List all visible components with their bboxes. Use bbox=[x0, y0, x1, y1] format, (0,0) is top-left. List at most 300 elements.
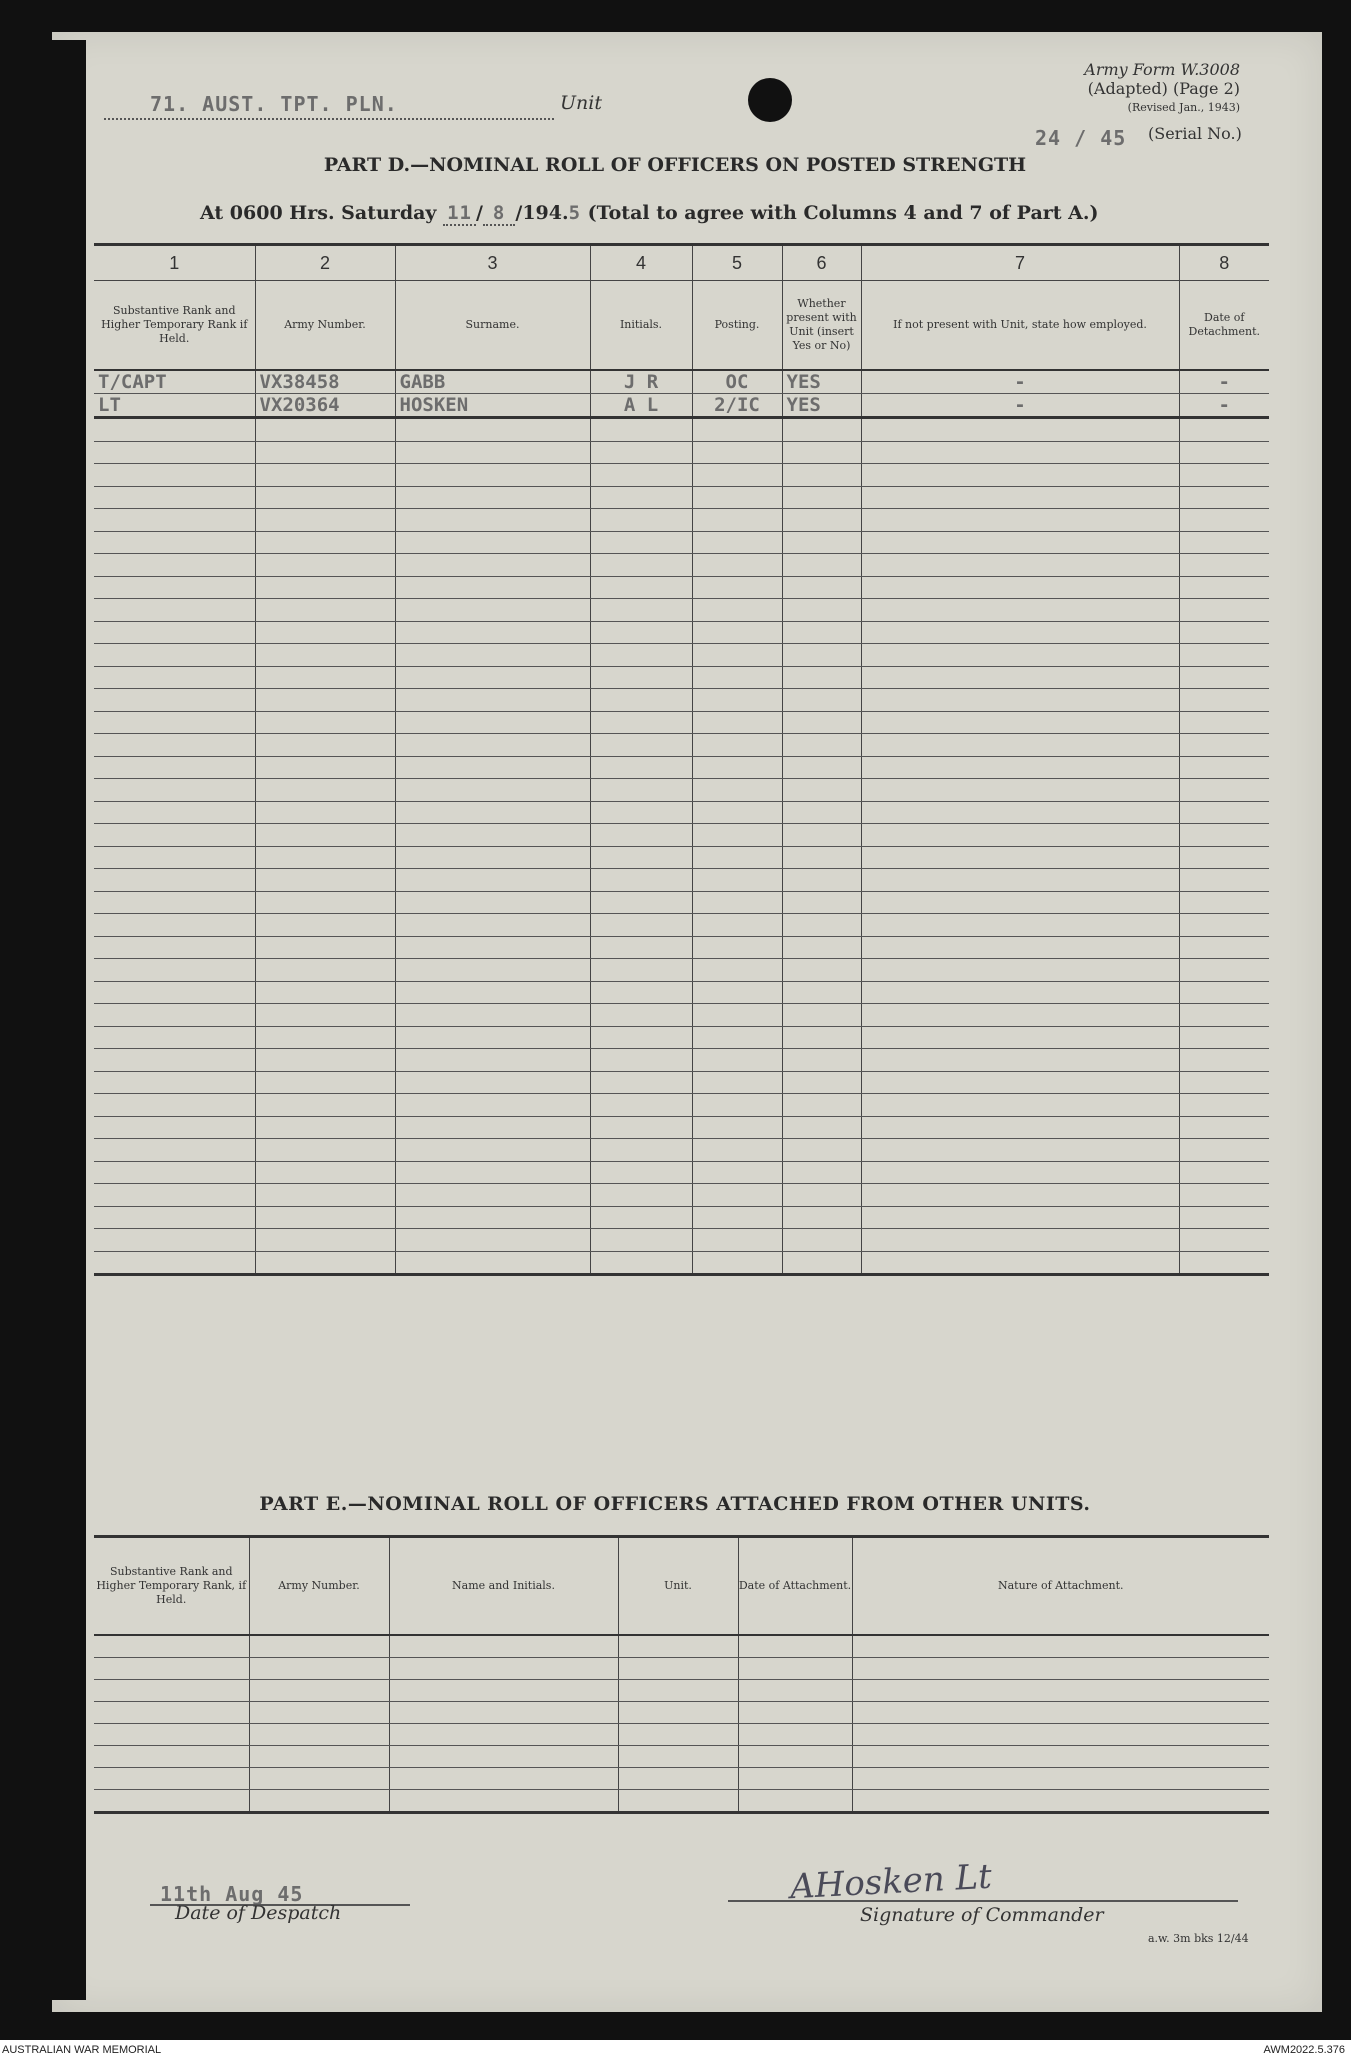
empty-cell bbox=[782, 801, 861, 824]
table-row bbox=[94, 1049, 1269, 1072]
empty-cell bbox=[782, 959, 861, 982]
torn-edge bbox=[36, 40, 86, 2000]
empty-cell bbox=[395, 689, 590, 712]
empty-cell bbox=[590, 711, 692, 734]
empty-cell bbox=[590, 1206, 692, 1229]
empty-cell bbox=[389, 1658, 618, 1680]
empty-cell bbox=[590, 914, 692, 937]
empty-cell bbox=[782, 1229, 861, 1252]
empty-cell bbox=[738, 1635, 852, 1658]
form-id-block bbox=[1060, 60, 1240, 117]
empty-cell bbox=[1179, 554, 1269, 577]
table-row bbox=[94, 1746, 1269, 1768]
header-rank: Substantive Rank and Higher Temporary Rank if Held. bbox=[94, 281, 255, 371]
empty-cell bbox=[94, 1026, 255, 1049]
empty-cell bbox=[861, 1251, 1179, 1275]
empty-cell bbox=[782, 1004, 861, 1027]
empty-cell bbox=[1179, 981, 1269, 1004]
empty-cell bbox=[94, 1790, 249, 1813]
empty-cell bbox=[94, 1184, 255, 1207]
empty-cell bbox=[590, 824, 692, 847]
table-row bbox=[94, 1658, 1269, 1680]
empty-cell bbox=[861, 464, 1179, 487]
empty-cell bbox=[395, 779, 590, 802]
table-row bbox=[94, 370, 1269, 394]
cell-posting: 2/IC bbox=[692, 394, 782, 418]
cell-posting: OC bbox=[692, 370, 782, 394]
empty-cell bbox=[255, 1139, 395, 1162]
empty-cell bbox=[782, 1139, 861, 1162]
empty-cell bbox=[249, 1746, 389, 1768]
empty-cell bbox=[395, 869, 590, 892]
table-row bbox=[94, 554, 1269, 577]
empty-cell bbox=[255, 599, 395, 622]
empty-cell bbox=[94, 1206, 255, 1229]
cell-present: YES bbox=[782, 394, 861, 418]
empty-cell bbox=[861, 1139, 1179, 1162]
header-unit: Unit. bbox=[618, 1537, 738, 1636]
empty-cell bbox=[249, 1724, 389, 1746]
col-number: 1 bbox=[94, 245, 255, 281]
empty-cell bbox=[395, 1094, 590, 1117]
empty-cell bbox=[692, 711, 782, 734]
empty-cell bbox=[94, 1116, 255, 1139]
empty-cell bbox=[692, 621, 782, 644]
table-row bbox=[94, 801, 1269, 824]
empty-cell bbox=[255, 666, 395, 689]
empty-cell bbox=[94, 1724, 249, 1746]
table-row bbox=[94, 1116, 1269, 1139]
empty-cell bbox=[852, 1635, 1269, 1658]
empty-cell bbox=[255, 418, 395, 442]
cell-employment: - bbox=[861, 370, 1179, 394]
part-d-title: PART D.—NOMINAL ROLL OF OFFICERS ON POSTED STRENGTH bbox=[323, 154, 1027, 176]
empty-cell bbox=[738, 1658, 852, 1680]
empty-cell bbox=[861, 486, 1179, 509]
empty-cell bbox=[395, 1206, 590, 1229]
empty-cell bbox=[94, 801, 255, 824]
empty-cell bbox=[255, 914, 395, 937]
table-row bbox=[94, 959, 1269, 982]
empty-cell bbox=[782, 1049, 861, 1072]
empty-cell bbox=[255, 1184, 395, 1207]
empty-cell bbox=[395, 981, 590, 1004]
empty-cell bbox=[692, 959, 782, 982]
empty-cell bbox=[94, 531, 255, 554]
empty-cell bbox=[692, 1026, 782, 1049]
col-number: 5 bbox=[692, 245, 782, 281]
empty-cell bbox=[1179, 869, 1269, 892]
empty-cell bbox=[782, 756, 861, 779]
empty-cell bbox=[590, 486, 692, 509]
empty-cell bbox=[590, 756, 692, 779]
header-army-number: Army Number. bbox=[249, 1537, 389, 1636]
empty-cell bbox=[395, 599, 590, 622]
empty-cell bbox=[692, 576, 782, 599]
table-row bbox=[94, 869, 1269, 892]
empty-cell bbox=[389, 1790, 618, 1813]
empty-cell bbox=[861, 418, 1179, 442]
empty-cell bbox=[618, 1768, 738, 1790]
empty-cell bbox=[782, 509, 861, 532]
empty-cell bbox=[94, 869, 255, 892]
column-number-row bbox=[94, 245, 1269, 281]
header-rank: Substantive Rank and Higher Temporary Rank, if Held. bbox=[94, 1537, 249, 1636]
empty-cell bbox=[861, 1229, 1179, 1252]
empty-cell bbox=[249, 1790, 389, 1813]
header-attachment-nature: Nature of Attachment. bbox=[852, 1537, 1269, 1636]
empty-cell bbox=[94, 734, 255, 757]
punch-hole bbox=[748, 78, 792, 122]
commander-signature: AHosken Lt bbox=[789, 1856, 993, 1908]
empty-cell bbox=[255, 486, 395, 509]
empty-cell bbox=[782, 891, 861, 914]
empty-cell bbox=[782, 981, 861, 1004]
empty-cell bbox=[395, 711, 590, 734]
empty-cell bbox=[255, 576, 395, 599]
empty-cell bbox=[852, 1724, 1269, 1746]
date-day: 11 bbox=[443, 202, 476, 226]
empty-cell bbox=[255, 891, 395, 914]
empty-cell bbox=[782, 599, 861, 622]
signature-line bbox=[728, 1900, 1238, 1902]
empty-cell bbox=[618, 1790, 738, 1813]
empty-cell bbox=[738, 1702, 852, 1724]
empty-cell bbox=[395, 1004, 590, 1027]
empty-cell bbox=[249, 1635, 389, 1658]
empty-cell bbox=[782, 689, 861, 712]
empty-cell bbox=[590, 1139, 692, 1162]
empty-cell bbox=[94, 1139, 255, 1162]
empty-cell bbox=[692, 1049, 782, 1072]
part-d-table bbox=[94, 243, 1269, 1276]
empty-cell bbox=[1179, 531, 1269, 554]
empty-cell bbox=[94, 418, 255, 442]
cell-army-number: VX38458 bbox=[255, 370, 395, 394]
empty-cell bbox=[94, 1768, 249, 1790]
serial-label: (Serial No.) bbox=[1148, 124, 1242, 143]
empty-cell bbox=[94, 779, 255, 802]
col-number: 6 bbox=[782, 245, 861, 281]
empty-cell bbox=[782, 486, 861, 509]
empty-cell bbox=[1179, 936, 1269, 959]
table-row bbox=[94, 1702, 1269, 1724]
unit-value: 71. AUST. TPT. PLN. bbox=[150, 92, 398, 116]
header-present: Whether present with Unit (insert Yes or No) bbox=[782, 281, 861, 371]
empty-cell bbox=[395, 441, 590, 464]
empty-cell bbox=[1179, 1094, 1269, 1117]
empty-cell bbox=[590, 1049, 692, 1072]
empty-cell bbox=[590, 1071, 692, 1094]
empty-cell bbox=[255, 756, 395, 779]
empty-cell bbox=[395, 1026, 590, 1049]
empty-cell bbox=[1179, 734, 1269, 757]
empty-cell bbox=[1179, 891, 1269, 914]
table-row bbox=[94, 1635, 1269, 1658]
empty-cell bbox=[782, 418, 861, 442]
empty-cell bbox=[861, 599, 1179, 622]
empty-cell bbox=[249, 1768, 389, 1790]
empty-cell bbox=[590, 509, 692, 532]
table-row bbox=[94, 824, 1269, 847]
empty-cell bbox=[395, 1139, 590, 1162]
empty-cell bbox=[94, 824, 255, 847]
empty-cell bbox=[1179, 1139, 1269, 1162]
empty-cell bbox=[255, 1206, 395, 1229]
empty-cell bbox=[94, 959, 255, 982]
empty-cell bbox=[255, 1071, 395, 1094]
empty-cell bbox=[782, 1206, 861, 1229]
empty-cell bbox=[590, 1161, 692, 1184]
empty-cell bbox=[590, 1026, 692, 1049]
empty-cell bbox=[1179, 914, 1269, 937]
table-row bbox=[94, 486, 1269, 509]
empty-cell bbox=[255, 1004, 395, 1027]
empty-cell bbox=[590, 936, 692, 959]
empty-cell bbox=[395, 1116, 590, 1139]
empty-cell bbox=[94, 509, 255, 532]
empty-cell bbox=[692, 734, 782, 757]
col-number: 8 bbox=[1179, 245, 1269, 281]
empty-cell bbox=[255, 1116, 395, 1139]
empty-cell bbox=[94, 666, 255, 689]
empty-cell bbox=[1179, 599, 1269, 622]
empty-cell bbox=[861, 554, 1179, 577]
empty-cell bbox=[395, 576, 590, 599]
table-row bbox=[94, 756, 1269, 779]
empty-cell bbox=[590, 1184, 692, 1207]
header-army-number: Army Number. bbox=[255, 281, 395, 371]
empty-cell bbox=[1179, 1071, 1269, 1094]
empty-cell bbox=[861, 846, 1179, 869]
empty-cell bbox=[861, 981, 1179, 1004]
empty-cell bbox=[861, 1184, 1179, 1207]
cell-army-number: VX20364 bbox=[255, 394, 395, 418]
empty-cell bbox=[1179, 509, 1269, 532]
cell-surname: GABB bbox=[395, 370, 590, 394]
empty-cell bbox=[255, 869, 395, 892]
empty-cell bbox=[94, 599, 255, 622]
table-row bbox=[94, 621, 1269, 644]
empty-cell bbox=[1179, 576, 1269, 599]
empty-cell bbox=[852, 1790, 1269, 1813]
empty-cell bbox=[852, 1702, 1269, 1724]
empty-cell bbox=[395, 509, 590, 532]
empty-cell bbox=[861, 1026, 1179, 1049]
empty-cell bbox=[94, 621, 255, 644]
empty-cell bbox=[692, 486, 782, 509]
empty-cell bbox=[94, 644, 255, 667]
empty-cell bbox=[861, 891, 1179, 914]
date-year-prefix: /194. bbox=[515, 202, 569, 224]
empty-cell bbox=[395, 936, 590, 959]
empty-cell bbox=[1179, 824, 1269, 847]
empty-cell bbox=[852, 1658, 1269, 1680]
empty-cell bbox=[1179, 756, 1269, 779]
empty-cell bbox=[590, 846, 692, 869]
empty-cell bbox=[692, 554, 782, 577]
empty-cell bbox=[590, 1004, 692, 1027]
header-employment: If not present with Unit, state how employed. bbox=[861, 281, 1179, 371]
empty-cell bbox=[255, 936, 395, 959]
empty-cell bbox=[395, 1161, 590, 1184]
empty-cell bbox=[255, 846, 395, 869]
cell-initials: J R bbox=[590, 370, 692, 394]
table-row bbox=[94, 599, 1269, 622]
empty-cell bbox=[738, 1768, 852, 1790]
empty-cell bbox=[782, 666, 861, 689]
col-number: 7 bbox=[861, 245, 1179, 281]
empty-cell bbox=[782, 531, 861, 554]
empty-cell bbox=[94, 441, 255, 464]
unit-label: Unit bbox=[560, 92, 602, 114]
empty-cell bbox=[1179, 1116, 1269, 1139]
empty-cell bbox=[782, 644, 861, 667]
empty-cell bbox=[1179, 1206, 1269, 1229]
table-row bbox=[94, 1229, 1269, 1252]
empty-cell bbox=[590, 779, 692, 802]
empty-cell bbox=[255, 464, 395, 487]
empty-cell bbox=[861, 711, 1179, 734]
empty-cell bbox=[255, 441, 395, 464]
empty-cell bbox=[255, 1026, 395, 1049]
empty-cell bbox=[861, 824, 1179, 847]
empty-cell bbox=[590, 1229, 692, 1252]
empty-cell bbox=[255, 1094, 395, 1117]
empty-cell bbox=[94, 1746, 249, 1768]
empty-cell bbox=[590, 418, 692, 442]
empty-cell bbox=[782, 936, 861, 959]
empty-cell bbox=[395, 644, 590, 667]
empty-cell bbox=[692, 846, 782, 869]
empty-cell bbox=[395, 734, 590, 757]
empty-cell bbox=[861, 959, 1179, 982]
part-e-title: PART E.—NOMINAL ROLL OF OFFICERS ATTACHED FROM OTHER UNITS. bbox=[259, 1493, 1091, 1515]
empty-cell bbox=[692, 464, 782, 487]
empty-cell bbox=[1179, 801, 1269, 824]
empty-cell bbox=[590, 689, 692, 712]
empty-cell bbox=[861, 779, 1179, 802]
empty-cell bbox=[255, 801, 395, 824]
empty-cell bbox=[249, 1702, 389, 1724]
empty-cell bbox=[590, 1116, 692, 1139]
table-row bbox=[94, 1094, 1269, 1117]
empty-cell bbox=[782, 464, 861, 487]
empty-cell bbox=[782, 554, 861, 577]
empty-cell bbox=[692, 418, 782, 442]
empty-cell bbox=[692, 509, 782, 532]
cell-detachment: - bbox=[1179, 370, 1269, 394]
empty-cell bbox=[395, 1071, 590, 1094]
empty-cell bbox=[389, 1635, 618, 1658]
empty-cell bbox=[1179, 621, 1269, 644]
empty-cell bbox=[395, 824, 590, 847]
empty-cell bbox=[590, 869, 692, 892]
header-surname: Surname. bbox=[395, 281, 590, 371]
empty-cell bbox=[395, 914, 590, 937]
empty-cell bbox=[94, 1071, 255, 1094]
empty-cell bbox=[395, 486, 590, 509]
empty-cell bbox=[94, 576, 255, 599]
empty-cell bbox=[94, 1702, 249, 1724]
empty-cell bbox=[861, 1116, 1179, 1139]
empty-cell bbox=[94, 891, 255, 914]
table-row bbox=[94, 441, 1269, 464]
table-row bbox=[94, 644, 1269, 667]
cell-initials: A L bbox=[590, 394, 692, 418]
empty-cell bbox=[94, 756, 255, 779]
empty-cell bbox=[738, 1724, 852, 1746]
empty-cell bbox=[94, 711, 255, 734]
empty-cell bbox=[861, 666, 1179, 689]
empty-cell bbox=[861, 1004, 1179, 1027]
empty-cell bbox=[590, 576, 692, 599]
empty-cell bbox=[255, 1161, 395, 1184]
empty-cell bbox=[94, 1680, 249, 1702]
empty-cell bbox=[1179, 779, 1269, 802]
empty-cell bbox=[590, 621, 692, 644]
empty-cell bbox=[782, 869, 861, 892]
empty-cell bbox=[692, 981, 782, 1004]
empty-cell bbox=[590, 644, 692, 667]
table-row bbox=[94, 666, 1269, 689]
empty-cell bbox=[255, 644, 395, 667]
empty-cell bbox=[590, 981, 692, 1004]
table-row bbox=[94, 689, 1269, 712]
table-row bbox=[94, 509, 1269, 532]
empty-cell bbox=[861, 576, 1179, 599]
empty-cell bbox=[692, 756, 782, 779]
empty-cell bbox=[692, 689, 782, 712]
empty-cell bbox=[590, 554, 692, 577]
table-row bbox=[94, 1026, 1269, 1049]
empty-cell bbox=[861, 1094, 1179, 1117]
table-row bbox=[94, 891, 1269, 914]
header-posting: Posting. bbox=[692, 281, 782, 371]
cell-present: YES bbox=[782, 370, 861, 394]
header-attachment-date: Date of Attachment. bbox=[738, 1537, 852, 1636]
empty-cell bbox=[94, 1004, 255, 1027]
empty-cell bbox=[861, 621, 1179, 644]
empty-cell bbox=[590, 599, 692, 622]
empty-cell bbox=[782, 824, 861, 847]
empty-cell bbox=[94, 1251, 255, 1275]
empty-cell bbox=[94, 1161, 255, 1184]
empty-cell bbox=[692, 801, 782, 824]
empty-cell bbox=[395, 801, 590, 824]
empty-cell bbox=[692, 824, 782, 847]
empty-cell bbox=[782, 1026, 861, 1049]
empty-cell bbox=[861, 531, 1179, 554]
empty-cell bbox=[590, 441, 692, 464]
empty-cell bbox=[852, 1680, 1269, 1702]
empty-cell bbox=[692, 531, 782, 554]
empty-cell bbox=[395, 1049, 590, 1072]
empty-cell bbox=[590, 891, 692, 914]
signature-label: Signature of Commander bbox=[860, 1904, 1104, 1926]
header-detachment: Date of Detachment. bbox=[1179, 281, 1269, 371]
empty-cell bbox=[255, 1229, 395, 1252]
table-row bbox=[94, 394, 1269, 418]
empty-cell bbox=[590, 1251, 692, 1275]
despatch-label: Date of Despatch bbox=[175, 1902, 342, 1924]
empty-cell bbox=[861, 1206, 1179, 1229]
empty-cell bbox=[255, 711, 395, 734]
empty-cell bbox=[692, 1071, 782, 1094]
empty-cell bbox=[94, 689, 255, 712]
date-month: 8 bbox=[483, 202, 515, 226]
empty-cell bbox=[692, 914, 782, 937]
